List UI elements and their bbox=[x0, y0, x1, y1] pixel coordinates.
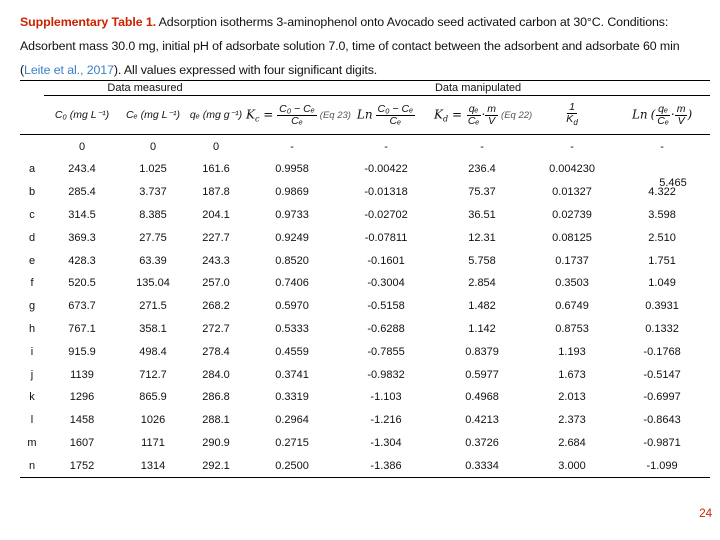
table-cell-inv: 0.004230 bbox=[549, 163, 595, 176]
kd-m: m bbox=[487, 102, 497, 115]
table-cell-kc: 0.3319 bbox=[275, 391, 309, 404]
table-cell-inv: 0.8753 bbox=[555, 322, 589, 335]
table-cell-qe: 288.1 bbox=[202, 414, 230, 427]
header-inverse-kd bbox=[530, 96, 614, 135]
lnkd-fraction-2 bbox=[675, 104, 688, 127]
row-label: e bbox=[28, 254, 36, 267]
table-cell-inv: 0.6749 bbox=[555, 300, 589, 313]
table-cell-ce: 1026 bbox=[140, 414, 166, 427]
table-cell-lnkd: -1.099 bbox=[614, 454, 710, 477]
row-label: a bbox=[28, 163, 36, 176]
table-cell-c0: 1607 bbox=[69, 436, 95, 449]
table-cell-kd: 1.482 bbox=[468, 300, 496, 313]
table-cell-qe: 268.2 bbox=[202, 300, 230, 313]
table-cell-lnkd: -0.1768 bbox=[643, 345, 681, 358]
header-c0: C₀ (mg L⁻¹) bbox=[44, 96, 120, 135]
table-cell: 0 bbox=[149, 140, 157, 153]
group-header-spacer bbox=[20, 81, 44, 96]
table-row bbox=[20, 181, 710, 204]
table-cell-kc: 0.5970 bbox=[275, 300, 309, 313]
lnkd-prefix: Ln bbox=[631, 106, 648, 121]
table-cell-lnkd: 0.3931 bbox=[645, 300, 679, 313]
table-cell-c0: 1139 bbox=[70, 368, 94, 381]
table-cell-kc: 0.4559 bbox=[275, 345, 309, 358]
table-cell-c0: 243.4 bbox=[68, 163, 96, 176]
table-cell-ce: 135.04 bbox=[136, 277, 170, 290]
kd-numerator: qₑ bbox=[468, 102, 479, 115]
table-cell-inv: 2.684 bbox=[558, 436, 586, 449]
table-cell-kd: 0.4213 bbox=[465, 414, 499, 427]
table-cell-c0: 915.9 bbox=[68, 345, 96, 358]
row-label: j bbox=[30, 368, 34, 381]
table-cell-ce: 3.737 bbox=[139, 186, 167, 199]
table-cell-kc: 0.9733 bbox=[275, 208, 309, 221]
table-cell-ln: -0.07811 bbox=[364, 231, 408, 244]
kd-fraction bbox=[466, 104, 482, 127]
group-header-manipulated: Data manipulated bbox=[246, 81, 710, 96]
table-cell-kd: 0.4968 bbox=[465, 391, 499, 404]
lnkd-num1: qₑ bbox=[658, 102, 669, 115]
table-cell-ln: -0.02702 bbox=[364, 208, 408, 221]
table-row bbox=[20, 340, 710, 363]
ln-prefix: Ln bbox=[356, 106, 373, 121]
table-row bbox=[20, 363, 710, 386]
table-row bbox=[20, 204, 710, 227]
table-cell-qe: 161.6 bbox=[202, 163, 230, 176]
caption-label: Supplementary Table 1. bbox=[20, 15, 156, 29]
table-cell-qe: 284.0 bbox=[202, 368, 230, 381]
header-ln-kd: Ln ( $\frac{\text{qₑ}}{\text{Cₑ}}$ · $\frac{m}{V}$ ) bbox=[614, 96, 710, 135]
group-header-measured: Data measured bbox=[44, 81, 246, 96]
caption-text-2: ). All values expressed with four significant digits. bbox=[113, 63, 378, 77]
header-kc: $K_c$ = $\frac{\text{C₀ − Cₑ}}{\text{Cₑ}}$ (Eq 23) bbox=[246, 96, 338, 135]
table-cell-qe: 187.8 bbox=[202, 186, 230, 199]
table-cell-kd: 236.4 bbox=[468, 163, 496, 176]
table-row bbox=[20, 454, 710, 477]
table-row bbox=[20, 386, 710, 409]
page-number: 24 bbox=[699, 508, 712, 520]
table-cell-kc: 0.2715 bbox=[275, 436, 309, 449]
table-cell-kd: 2.854 bbox=[468, 277, 496, 290]
table-cell-kc: 0.2500 bbox=[246, 454, 338, 477]
ln-fraction bbox=[376, 104, 416, 127]
table-cell-ce: 27.75 bbox=[139, 231, 167, 244]
table-cell-ln: -0.3004 bbox=[367, 277, 405, 290]
table-row-zero bbox=[20, 135, 710, 159]
table-cell-lnkd: -0.6997 bbox=[643, 391, 681, 404]
table-cell-ce: 865.9 bbox=[139, 391, 167, 404]
table-cell-c0: 673.7 bbox=[68, 300, 96, 313]
table-body bbox=[20, 135, 710, 478]
row-label: g bbox=[28, 300, 36, 313]
table-cell-kd: 36.51 bbox=[468, 208, 496, 221]
table-row bbox=[20, 295, 710, 318]
table-cell-lnkd: 1.049 bbox=[648, 277, 676, 290]
table-cell-kd: 0.3334 bbox=[434, 454, 530, 477]
kc-denominator: Cₑ bbox=[291, 114, 303, 127]
table-cell-ce: 1.025 bbox=[139, 163, 167, 176]
table-cell-c0: 1296 bbox=[69, 391, 95, 404]
row-label: c bbox=[29, 208, 35, 221]
table-cell-ln: -1.386 bbox=[338, 454, 434, 477]
table-cell-ln: -0.9832 bbox=[367, 368, 405, 381]
kc-fraction bbox=[277, 104, 317, 127]
row-label: k bbox=[29, 391, 35, 404]
ln-numerator: C₀ − Cₑ bbox=[377, 102, 414, 115]
table-cell: 0 bbox=[212, 140, 220, 153]
table-cell-lnkd: -0.5147 bbox=[643, 368, 681, 381]
table-cell-inv: 3.000 bbox=[530, 454, 614, 477]
caption-text-1: Adsorption isotherms 3-aminophenol onto Avocado seed activated carbon at 30°C. Conditions: Adsorbent mass 30.0 mg, initial pH of adsorbate solution 7.0, time of contact between the adsorbent and adsorbate 60 min ( bbox=[20, 15, 680, 77]
table-cell-kd: 75.37 bbox=[468, 186, 496, 199]
table-cell-c0: 285.4 bbox=[68, 186, 96, 199]
table-row bbox=[20, 409, 710, 432]
lnkd-den1: Cₑ bbox=[657, 114, 669, 127]
table-cell-ce: 1314 bbox=[120, 454, 186, 477]
table-cell-inv: 2.373 bbox=[558, 414, 586, 427]
table-cell-ce: 712.7 bbox=[139, 368, 167, 381]
table-cell: 0 bbox=[78, 140, 86, 153]
table-cell-c0: 314.5 bbox=[68, 208, 96, 221]
kd-denominator: Cₑ bbox=[467, 114, 480, 127]
table-cell-lnkd: 3.598 bbox=[648, 208, 676, 221]
kc-symbol: K bbox=[246, 106, 255, 121]
table-cell-ln: -0.6288 bbox=[367, 322, 405, 335]
isotherm-table-container bbox=[20, 80, 710, 478]
table-cell-kc: 0.7406 bbox=[275, 277, 309, 290]
table-cell: - bbox=[290, 140, 294, 153]
table-cell-qe: 257.0 bbox=[202, 277, 230, 290]
kd-v: V bbox=[488, 114, 496, 127]
table-cell-ln: -1.103 bbox=[370, 391, 402, 404]
table-cell-inv: 0.02739 bbox=[552, 208, 592, 221]
table-cell-lnkd: 0.1332 bbox=[645, 322, 679, 335]
lnkd-den2: V bbox=[677, 114, 685, 127]
table-cell-qe: 227.7 bbox=[202, 231, 230, 244]
lnkd-num2: m bbox=[676, 102, 686, 115]
header-kd: $K_d$ = $\frac{\text{qₑ}}{\text{Cₑ}}$ · $\frac{m}{V}$ (Eq 22) bbox=[434, 96, 530, 135]
row-label: b bbox=[28, 186, 36, 199]
table-cell-kd: 12.31 bbox=[468, 231, 496, 244]
table-cell-kc: 0.9249 bbox=[275, 231, 309, 244]
table-cell: - bbox=[570, 140, 574, 153]
row-label: f bbox=[30, 277, 34, 290]
table-cell-ln: -0.00422 bbox=[364, 163, 408, 176]
table-cell-ln: -0.01318 bbox=[364, 186, 408, 199]
inv-numerator: 1 bbox=[569, 100, 575, 113]
table-cell-qe: 278.4 bbox=[202, 345, 230, 358]
table-caption bbox=[20, 10, 710, 82]
table-row bbox=[20, 432, 710, 455]
floating-value: 5.465 bbox=[659, 177, 687, 189]
table-cell-lnkd: 4.322 bbox=[648, 186, 676, 199]
row-label: m bbox=[27, 436, 37, 449]
table-cell-inv: 1.193 bbox=[558, 345, 586, 358]
table-cell-kd: 1.142 bbox=[468, 322, 496, 335]
kd-symbol: K bbox=[434, 106, 443, 121]
table-cell-kc: 0.2964 bbox=[275, 414, 309, 427]
lnkd-fraction-1 bbox=[655, 104, 671, 127]
row-label: h bbox=[28, 322, 36, 335]
table-cell-kd: 0.3726 bbox=[465, 436, 499, 449]
kc-equation-label: (Eq 23) bbox=[319, 109, 351, 121]
table-cell-ce: 8.385 bbox=[139, 208, 167, 221]
table-cell-ce: 358.1 bbox=[139, 322, 167, 335]
table-cell-ln: -0.5158 bbox=[367, 300, 405, 313]
table-cell-ln: -0.7855 bbox=[367, 345, 405, 358]
table-cell-ce: 63.39 bbox=[139, 254, 167, 267]
table-cell-qe: 290.9 bbox=[202, 436, 230, 449]
kd-equation-label: (Eq 22) bbox=[501, 109, 533, 121]
table-cell-ln: -0.1601 bbox=[367, 254, 405, 267]
table-cell-inv: 0.01327 bbox=[552, 186, 592, 199]
header-ln-kc bbox=[338, 96, 434, 135]
inv-kd-fraction bbox=[564, 102, 579, 128]
table-cell-c0: 428.3 bbox=[68, 254, 96, 267]
ln-denominator: Cₑ bbox=[389, 114, 402, 127]
table-cell-ce: 498.4 bbox=[139, 345, 167, 358]
header-ce: Cₑ (mg L⁻¹) bbox=[120, 96, 186, 135]
table-cell-kd: 5.758 bbox=[468, 254, 496, 267]
table-cell-ce: 1171 bbox=[141, 436, 165, 449]
table-cell-kd: 0.8379 bbox=[465, 345, 499, 358]
table-cell-ln: -1.216 bbox=[370, 414, 402, 427]
table-cell-kd: 0.5977 bbox=[465, 368, 499, 381]
kd-subscript: d bbox=[443, 113, 449, 123]
kc-numerator: C₀ − Cₑ bbox=[279, 102, 315, 115]
table-cell-kc: 0.5333 bbox=[275, 322, 309, 335]
table-cell-c0: 1458 bbox=[69, 414, 95, 427]
table-cell-c0: 369.3 bbox=[68, 231, 96, 244]
table-cell-ce: 271.5 bbox=[139, 300, 167, 313]
table-cell-qe: 272.7 bbox=[202, 322, 230, 335]
kd-mv-fraction bbox=[485, 104, 498, 127]
row-label: d bbox=[28, 231, 36, 244]
table-cell-inv: 0.3503 bbox=[555, 277, 589, 290]
table-cell-kc: 0.9869 bbox=[275, 186, 309, 199]
table-cell: - bbox=[384, 140, 388, 153]
table-cell-kc: 0.3741 bbox=[275, 368, 309, 381]
table-cell-kc: 0.9958 bbox=[275, 163, 309, 176]
table-cell-qe: 286.8 bbox=[202, 391, 230, 404]
kc-subscript: c bbox=[255, 113, 260, 123]
table-cell-lnkd: -0.8643 bbox=[643, 414, 681, 427]
isotherm-table bbox=[20, 80, 710, 478]
zero-label-spacer bbox=[20, 135, 44, 159]
table-row bbox=[20, 249, 710, 272]
header-qe: qₑ (mg g⁻¹) bbox=[186, 96, 246, 135]
table-cell-qe: 292.1 bbox=[186, 454, 246, 477]
table-cell-inv: 0.08125 bbox=[552, 231, 592, 244]
table-cell-kc: 0.8520 bbox=[275, 254, 309, 267]
row-label: i bbox=[30, 345, 34, 358]
table-cell-lnkd: 2.510 bbox=[648, 231, 676, 244]
table-cell: - bbox=[660, 140, 664, 153]
table-cell-c0: 767.1 bbox=[68, 322, 96, 335]
citation-link[interactable]: Leite et al., 2017 bbox=[24, 63, 114, 77]
table-cell-inv: 0.1737 bbox=[555, 254, 589, 267]
table-cell-c0: 520.5 bbox=[68, 277, 96, 290]
table-cell-inv: 2.013 bbox=[558, 391, 586, 404]
table-row bbox=[20, 272, 710, 295]
table-cell-inv: 1.673 bbox=[558, 368, 586, 381]
table-row bbox=[20, 158, 710, 181]
row-label: l bbox=[30, 414, 34, 427]
table-cell-c0: 1752 bbox=[44, 454, 120, 477]
table-cell-qe: 243.3 bbox=[202, 254, 230, 267]
inv-denominator: $K_d$ bbox=[566, 112, 578, 128]
table-row bbox=[20, 226, 710, 249]
table-cell: - bbox=[480, 140, 484, 153]
row-label: n bbox=[20, 454, 44, 477]
table-row bbox=[20, 318, 710, 341]
table-cell-ln: -1.304 bbox=[370, 436, 402, 449]
table-cell-qe: 204.1 bbox=[202, 208, 230, 221]
table-cell-lnkd: -0.9871 bbox=[643, 436, 681, 449]
table-cell-lnkd: 1.751 bbox=[648, 254, 676, 267]
header-label-spacer bbox=[20, 96, 44, 135]
